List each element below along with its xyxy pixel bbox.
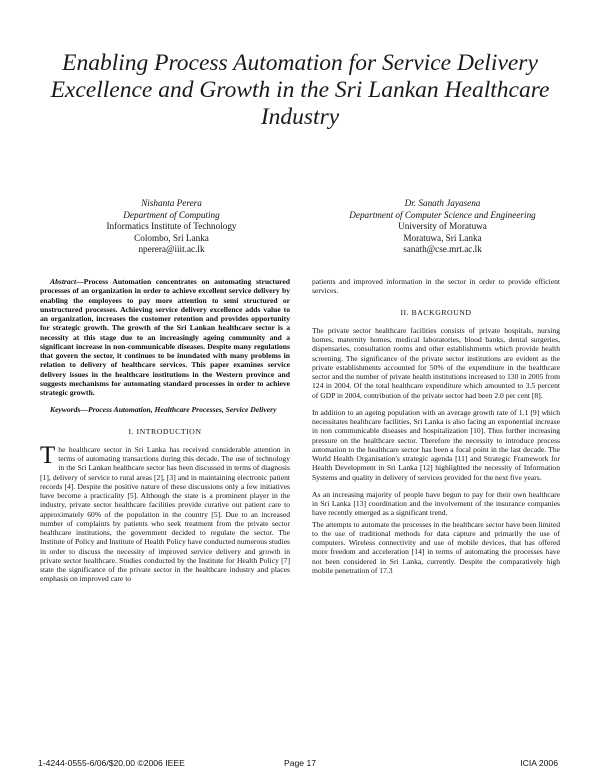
introduction-paragraph [40, 441, 290, 584]
author-2-location: Moratuwa, Sri Lanka [403, 232, 482, 243]
background-paragraph-4: The attempts to automate the processes in the healthcare sector have been limited to the use of traditional methods for data capture and primarily the use of computers. Wireless connectivity and use of mobile devices, that has offered more freedom and acceleration [14] in terms of automating the processes have not been considered in Sri Lanka, currently. Despite the comparatively high mobile penetration of 17.3 [312, 519, 560, 575]
author-1 [64, 198, 279, 256]
author-1-location: Colombo, Sri Lanka [134, 232, 209, 243]
background-heading: II. BACKGROUND [400, 307, 472, 317]
background-paragraph-2: In addition to an ageing population with an average growth rate of 1.1 [9] which necessitates healthcare facilities, Sri Lanka is also facing an exponential increase in non communicable diseases and hospitalization [10]. Thus further increasing pressure on the healthcare sector. Therefore the necessity to introduce process automation to the healthcare sector has been a focal point in the last decade. The World Health Organisation's strategic agenda [11] and Strategic Framework for Health Development in Sri Lanka [12] highlighted the necessity of Information Systems and quality in delivery of services provided for the next five years. [312, 407, 560, 482]
footer-conference: ICIA 2006 [520, 758, 558, 768]
keywords-text: Process Automation, Healthcare Processes, Service Delivery [87, 405, 277, 415]
background-paragraph-3: As an increasing majority of people have begun to pay for their own healthcare in Sri Lanka [13] coordination and the involvement of the insurance companies have recently emerged as a significant trend. [312, 489, 560, 518]
author-1-email: nperera@iiit.ac.lk [138, 244, 205, 255]
footer-copyright: 1-4244-0555-6/06/$20.00 ©2006 IEEE [38, 758, 185, 768]
paper-title: Enabling Process Automation for Service Delivery Excellence and Growth in the Sri Lankan Healthcare Industry [50, 50, 550, 130]
abstract-text: Process Automation concentrates on automating structured processes of an organization in order to achieve excellent service delivery by enabling the employees to pay more attention to semi structured or unstructured processes. Achieving service delivery excellence adds value to an organization, increases the customer retention and provides opportunity for strategic growth. The growth of the Sri Lankan healthcare sector is a necessity at this stage due to an increasingly ageing community and a significant increase in non-communicable diseases. Despite many regulations that govern the sector, it continues to be inundated with many problems in relation to delivery of healthcare services. This paper examines service delivery issues in the healthcare institutions in the Western province and suggests mechanisms for automating standard processes in order to achieve strategic growth. [40, 277, 290, 397]
author-2-name: Dr. Sanath Jayasena [404, 198, 481, 208]
introduction-heading: I. INTRODUCTION [128, 426, 202, 436]
author-1-institution: Informatics Institute of Technology [106, 221, 237, 232]
author-2-institution: University of Moratuwa [398, 221, 487, 232]
keywords [40, 405, 290, 414]
abstract [40, 277, 290, 397]
left-column [40, 277, 290, 584]
right-column [312, 277, 560, 583]
background-paragraph-1: The private sector healthcare facilities consists of private hospitals, nursing homes, maternity homes, medical laboratories, blood banks, dental surgeries, dispensaries, consultation rooms and other establishments which provide health screening. The significance of the private sector institutions are evident as the private establishments accounted for 50% of the expenditure in the healthcare sector and the number of private health institutions increased to 130 in 2005 from 124 in 2004. Of the total healthcare expenditure which amounted to 3.5 percent of GDP in 2004, contribution of the private sector had been 2.0 per cent [8]. [312, 325, 560, 400]
introduction-text: he healthcare sector in Sri Lanka has received considerable attention in terms of automating transactions during this decade. The use of technology in the Sri Lankan healthcare sector has been discussed in terms of diagnosis [1], delivery of service to rural areas [2], [3] and in maintaining electronic patient records [4]. Despite the positive nature of these discussions only a few initiatives have become a practicality [5]. Although the state is a prominent player in the industry, private sector healthcare facilities provide curative out patient care to approximately 60% of the population in the country [5]. Due to an increased number of complaints by patients who seek treatment from the private sector healthcare institutions, the government decided to regulate the sector. The Institute of Policy and Institute of Health Policy have conducted numerous studies in order to discuss the necessity of improved service delivery and growth in private sector healthcare. Studies conducted by the Institute for Health Policy [7] state the significance of the private sector in the healthcare industry and places emphasis on improved care to [40, 444, 290, 584]
author-1-name: Nishanta Perera [141, 198, 202, 208]
author-2-email: sanath@cse.mrt.ac.lk [403, 244, 482, 255]
introduction-continued: patients and improved information in the sector in order to provide efficient services. [312, 277, 560, 296]
keywords-lead: Keywords— [50, 405, 88, 415]
author-2-department: Department of Computer Science and Engineering [349, 209, 536, 220]
drop-cap: T [40, 441, 56, 469]
footer-page-number: Page 17 [283, 758, 317, 768]
author-1-department: Department of Computing [123, 209, 220, 220]
author-2 [305, 198, 580, 256]
author-block [0, 198, 600, 258]
abstract-lead: Abstract— [50, 277, 84, 286]
